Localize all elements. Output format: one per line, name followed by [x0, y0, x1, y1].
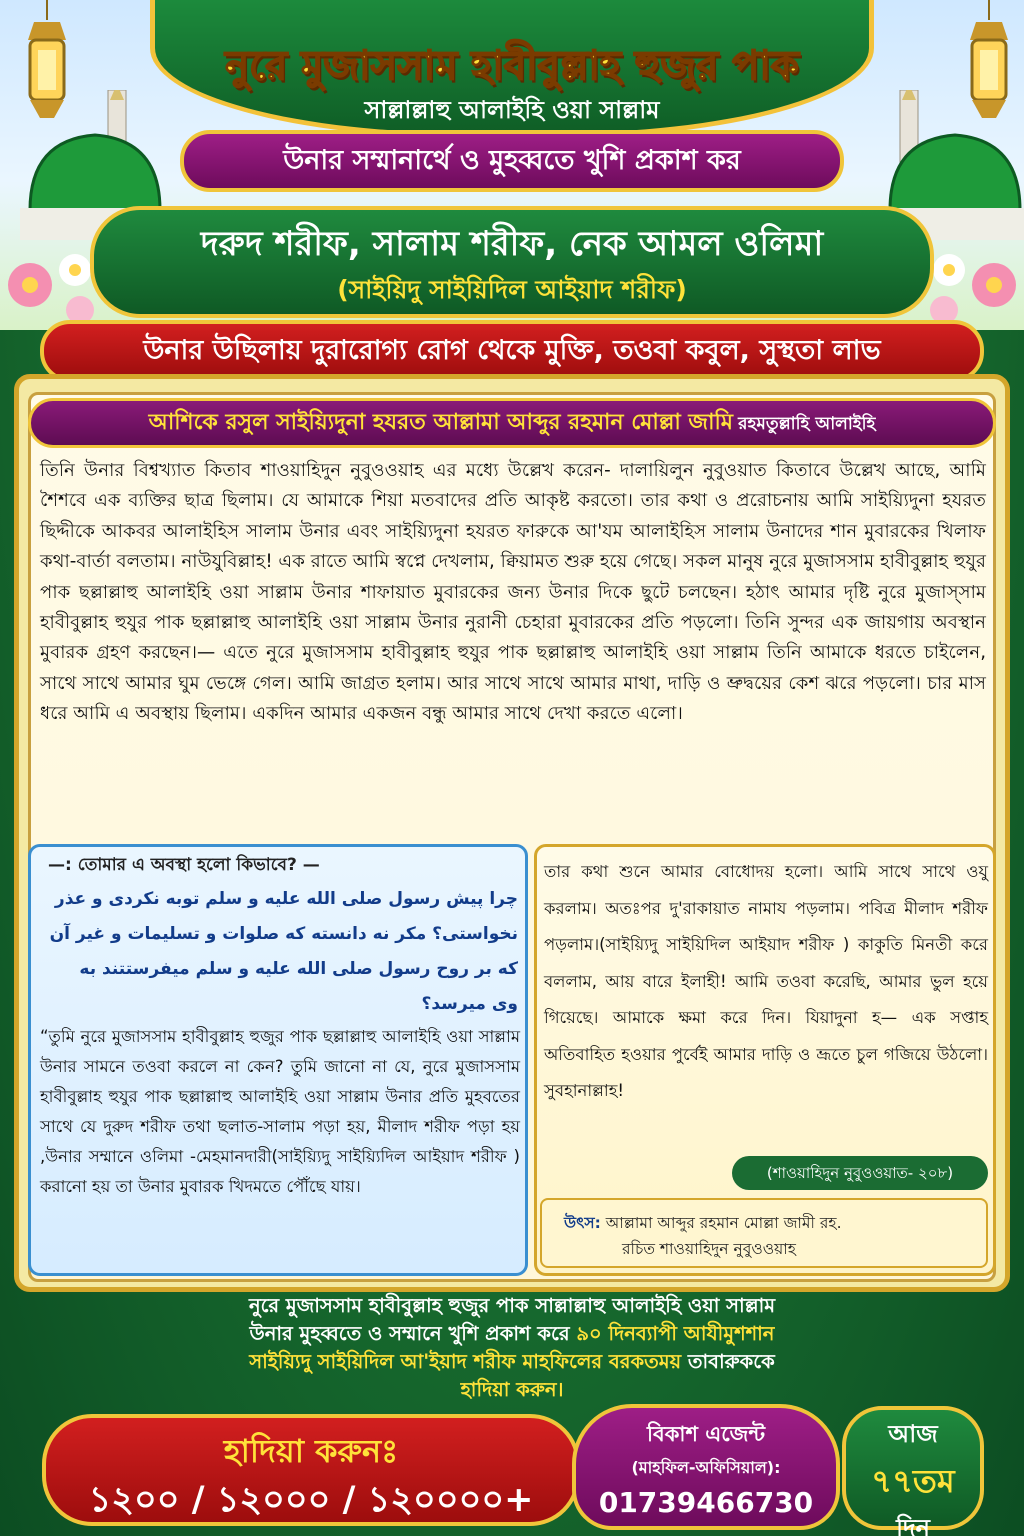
- hadiya-box: [42, 1414, 580, 1526]
- page-subtitle: সাল্লাল্লাহু আলাইহি ওয়া সাল্লাম: [364, 96, 660, 124]
- footer-line1: নুরে মুজাসসাম হাবীবুল্লাহ হুজুর পাক সাল্লাল্লাহু আলাইহি ওয়া সাল্লাম: [248, 1294, 776, 1317]
- call-banner: উনার সম্মানার্থে ও মুহব্বতে খুশি প্রকাশ কর: [180, 130, 844, 192]
- green-banner: [90, 206, 934, 318]
- page-title: নুরে মুজাসসাম হাবীবুল্লাহ হুজুর পাক: [225, 43, 799, 89]
- benefit-banner: উনার উছিলায় দুরারোগ্য রোগ থেকে মুক্তি, তওবা কবুল, সুস্থতা লাভ: [40, 320, 984, 382]
- footer-line2-b: ৯০ দিনব্যাপী আযীমুশশান: [576, 1322, 775, 1345]
- reference-badge: (শাওয়াহিদুন নুবুওওয়াত- ২০৮): [732, 1156, 988, 1190]
- day-counter-label: আজ: [888, 1420, 938, 1448]
- left-paragraph: “তুমি নুরে মুজাসসাম হাবীবুল্লাহ হুজুর পাক ছল্লাল্লাহু আলাইহি ওয়া সাল্লাম উনার সামনে তওবা করলে না কেন? তুমি জানো না যে, নুরে মুজাসসাম হাবীবুল্লাহ হুযুর পাক ছল্লাল্লাহু আলাইহি ওয়া সাল্লাম উনার প্রতি মুহবতের সাথে যে দুরুদ শরীফ তথা ছলাত-সালাম পড়া হয়, মীলাদ শরীফ পড়া হয় ,উনার সম্মানে ওলিমা -মেহমানদারী(সাইয়্যিদু সাইয়্যিদিল আইয়াদ শরীফ ) করানো হয় তা উনার মুবারক খিদমতে পৌঁছে যায়।: [40, 1027, 520, 1196]
- footer-line4: হাদিয়া করুন।: [460, 1378, 564, 1401]
- source-line2: রচিত শাওয়াহিদুন নুবুওওয়াহ: [622, 1240, 796, 1258]
- footer-line3-a: সাইয়্যিদু সাইয়িদিল আ'ইয়াদ শরীফ মাহফিলের বরকতময়: [249, 1350, 688, 1373]
- bkash-title: বিকাশ এজেন্ট: [647, 1422, 765, 1446]
- main-paragraph: তিনি উনার বিশ্বখ্যাত কিতাব শাওয়াহিদুন নুবুওওয়াহ এর মধ্যে উল্লেখ করেন- দালায়িলুন নুবুওয়াত কিতাবে উল্লেখ আছে, আমি শৈশবে এক ব্যক্তির ছাত্র ছিলাম। যে আমাকে শিয়া মতবাদের প্রতি আকৃষ্ট করতো। তার কথা ও প্ররোচনায় আমি সাইয়্যিদুনা হযরত ছিদ্দীকে আকবর আলাইহিস সালাম উনার এবং সাইয়্যিদুনা হযরত ফারুকে আ'যম আলাইহিস সালাম উনাদের শান মুবারকের খিলাফ কথা-বার্তা বলতাম। নাউযুবিল্লাহ! এক রাতে আমি স্বপ্নে দেখলাম, ক্বিয়ামত শুরু হয়ে গেছে। সকল মানুষ নুরে মুজাসসাম হাবীবুল্লাহ হুযুর পাক ছল্লাল্লাহু আলাইহি ওয়া সাল্লাম উনার শাফায়াত মুবারকের জন্য উনার দিকে ছুটে চলছেন। হঠাৎ আমার দৃষ্টি নুরে মুজাস্সাম হাবীবুল্লাহ হুযুর পাক ছল্লাল্লাহু আলাইহি ওয়া সাল্লাম উনার নুরানী চেহারা মুবারকের প্রতি পড়লো। তিনি সুন্দর এক জায়গায় অবস্থান মুবারক গ্রহণ করছেন।— এতে নুরে মুজাসসাম হাবীবুল্লাহ হুযুর পাক ছল্লাল্লাহু আলাইহি ওয়া সাল্লাম তিনি আমাকে ধরতে চাইলেন, সাথে সাথে আমার ঘুম ভেঙ্গে গেল। আমি জাগ্রত হলাম। আর সাথে সাথে আমার মাথা, দাড়ি ও ভ্রুদ্বয়ের কেশ ঝরে পড়লো। চার মাস ধরে আমি এ অবস্থায় ছিলাম। একদিন আমার একজন বন্ধু আমার সাথে দেখা করতে এলো।: [40, 460, 986, 725]
- author-banner: [28, 398, 996, 448]
- hadiya-label: হাদিয়া করুনঃ: [223, 1432, 399, 1470]
- footer-line3: [90, 1348, 934, 1376]
- bkash-number: 01739466730: [598, 1486, 814, 1519]
- source-label: উৎস:: [564, 1214, 601, 1232]
- green-banner-line2: (সাইয়িদু সাইয়িদিল আইয়াদ শরীফ): [337, 275, 687, 304]
- arabic-quote: چرا پیش رسول صلی الله علیه و سلم توبه نکردی و عذر نخواستی؟ مکر نه دانسته که صلوات و تسلیمات و غیر آن که بر روح رسول صلی الله علیه و سلم میفرستتند به وی میرسد؟: [49, 889, 518, 1014]
- green-banner-line1: দরুদ শরীফ, সালাম শরীফ, নেক আমল ওলিমা: [200, 224, 824, 264]
- question-heading: —: তোমার এ অবস্থা হলো কিভাবে? —: [48, 855, 320, 875]
- bkash-subtitle: (মাহফিল-অফিসিয়াল):: [631, 1458, 781, 1477]
- author-name: আশিকে রসুল সাইয়্যিদুনা হযরত আল্লামা আব্দুর রহমান মোল্লা জামি: [148, 410, 734, 435]
- footer-line3-b: তাবারুককে: [687, 1350, 775, 1373]
- bkash-box: [572, 1404, 840, 1530]
- day-counter: [842, 1406, 984, 1536]
- day-counter-count: ৭৭তম: [871, 1462, 955, 1500]
- source-box: [540, 1198, 988, 1268]
- hadiya-amounts: ১২০০ / ১২০০০ / ১২০০০০+: [88, 1480, 534, 1520]
- source-line1: আল্লামা আব্দুর রহমান মোল্লা জামী রহ.: [605, 1214, 842, 1232]
- day-counter-unit: দিন: [896, 1514, 930, 1536]
- author-honorific: রহমতুল্লাহি আলাইহি: [738, 414, 876, 434]
- footer-text: [90, 1292, 934, 1412]
- footer-line2: [90, 1320, 934, 1348]
- footer-line2-a: উনার মুহব্বতে ও সম্মানে খুশি প্রকাশ করে: [249, 1322, 577, 1345]
- right-paragraph: তার কথা শুনে আমার বোধোদয় হলো। আমি সাথে সাথে ওযু করলাম। অতঃপর দু'রাকায়াত নামায পড়লাম। পবিত্র মীলাদ শরীফ পড়লাম।(সাইয়্যিদু সাইয়িদিল আইয়াদ শরীফ ) কাকুতি মিনতী করে বললাম, আয় বারে ইলাহী! আমি তওবা করেছি, আমার ভুল হয়ে গিয়েছে। আমাকে ক্ষমা করে দিন। যিয়াদুনা হ— এক সপ্তাহ অতিবাহিত হওয়ার পুর্বেই আমার দাড়ি ও ভ্রূতে চুল গজিয়ে উঠলো। সুবহানাল্লাহ!: [544, 862, 988, 1100]
